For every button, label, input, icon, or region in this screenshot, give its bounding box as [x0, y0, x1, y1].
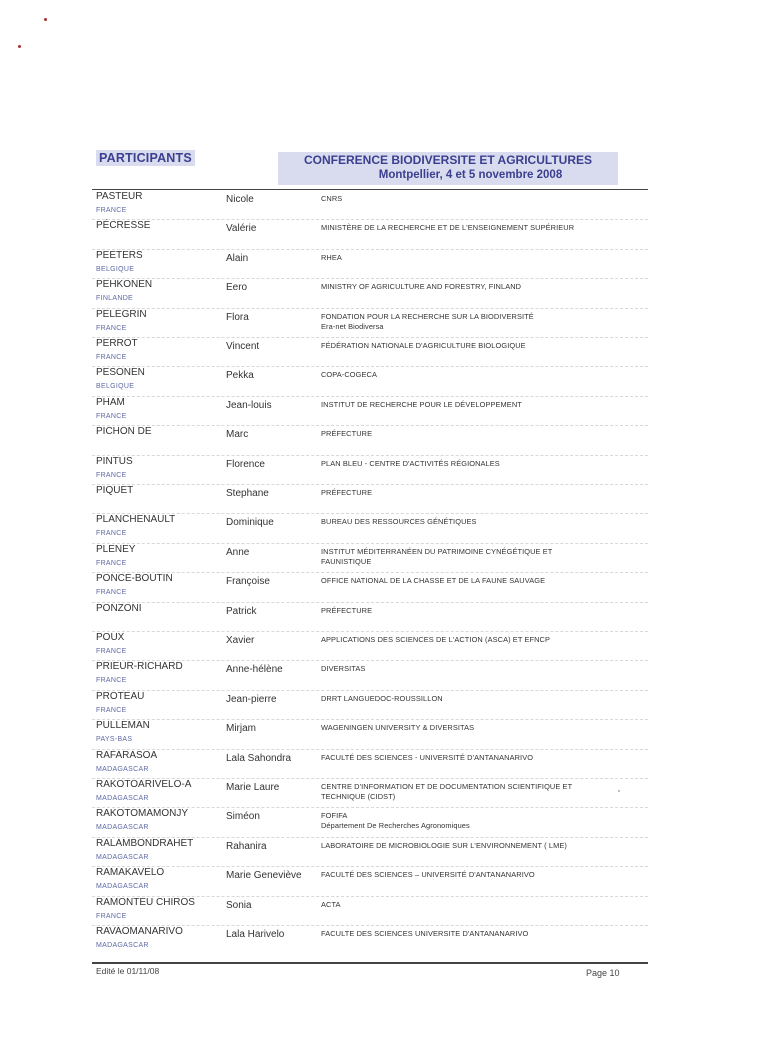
participant-last-name: PHAM — [96, 396, 125, 408]
organization-line-2: FAUNISTIQUE — [321, 556, 372, 566]
conference-title: CONFERENCE BIODIVERSITE ET AGRICULTURES — [303, 153, 593, 167]
participant-first-name: Nicole — [226, 194, 254, 205]
participant-organization — [321, 282, 611, 292]
organization-line: INSTITUT MÉDITERRANÉEN DU PATRIMOINE CYNÉGÉTIQUE ET — [321, 546, 553, 556]
participant-last-name: PONCE-BOUTIN — [96, 573, 173, 585]
participant-last-name: RAKOTOARIVELO-A — [96, 779, 192, 790]
scan-speck — [18, 45, 21, 48]
organization-line: INSTITUT DE RECHERCHE POUR LE DÉVELOPPEMENT — [321, 399, 522, 409]
participant-organization — [321, 900, 611, 910]
organization-line-2: TECHNIQUE (CIDST) — [321, 792, 396, 801]
participant-row — [0, 925, 765, 954]
participant-last-name: PRIEUR-RICHARD — [96, 661, 183, 673]
participant-first-name: Stephane — [226, 488, 269, 499]
participant-first-name: Jean-pierre — [226, 693, 277, 705]
participant-organization — [321, 547, 611, 567]
participant-first-name: Pekka — [226, 370, 254, 382]
participant-row — [0, 719, 765, 748]
footer-rule — [92, 962, 648, 964]
organization-line: DIVERSITAS — [321, 664, 366, 674]
participant-row — [0, 337, 765, 366]
row-separator — [92, 749, 648, 750]
participant-country: BELGIQUE — [96, 383, 135, 391]
organization-line: COPA-COGECA — [321, 370, 377, 380]
participant-country: FRANCE — [96, 354, 127, 361]
participant-row — [0, 219, 765, 248]
participant-last-name: RALAMBONDRAHET — [96, 837, 194, 849]
participant-row — [0, 631, 765, 660]
participant-country: FRANCE — [96, 706, 127, 714]
participant-organization — [321, 341, 611, 351]
participant-last-name: PICHON DE — [96, 426, 152, 438]
organization-line: CENTRE D'INFORMATION ET DE DOCUMENTATION SCIENTIFIQUE ET — [321, 782, 573, 791]
participant-country: FRANCE — [96, 648, 127, 655]
participant-last-name: PERROT — [96, 338, 138, 349]
participant-last-name: PROTEAU — [96, 690, 145, 702]
participant-organization — [321, 929, 611, 939]
participant-organization — [321, 253, 611, 263]
participant-organization — [321, 723, 611, 733]
participant-last-name: RAKOTOMAMONJY — [96, 808, 189, 820]
participant-organization — [321, 517, 611, 527]
participant-last-name: PLENEY — [96, 543, 136, 555]
participant-last-name: PULLEMAN — [96, 720, 150, 732]
participant-row — [0, 425, 765, 454]
organization-line: DRRT LANGUEDOC-ROUSSILLON — [321, 693, 443, 703]
participant-last-name: PIQUET — [96, 485, 134, 496]
organization-line: BUREAU DES RESSOURCES GÉNÉTIQUES — [321, 517, 477, 527]
organization-line: PRÉFECTURE — [321, 605, 373, 615]
participant-organization — [321, 753, 611, 763]
participant-row — [0, 896, 765, 925]
participant-row — [0, 866, 765, 895]
row-separator — [92, 219, 648, 220]
participant-country: MADAGASCAR — [96, 883, 149, 891]
participant-organization — [321, 694, 611, 704]
page-number: Page 10 — [586, 968, 620, 978]
row-separator — [92, 396, 648, 397]
participant-country: FINLANDE — [96, 295, 134, 303]
conference-subtitle: Montpellier, 4 et 5 novembre 2008 — [378, 169, 563, 181]
participant-organization — [321, 870, 611, 880]
participant-row — [0, 484, 765, 513]
participant-first-name: Lala Sahondra — [226, 752, 292, 764]
participant-row — [0, 396, 765, 425]
participant-row — [0, 749, 765, 778]
participant-last-name: RAVAOMANARIVO — [96, 926, 183, 937]
participant-row — [0, 837, 765, 866]
participants-heading: PARTICIPANTS — [96, 150, 195, 166]
participant-organization — [321, 223, 611, 233]
organization-line: OFFICE NATIONAL DE LA CHASSE ET DE LA FAUNE SAUVAGE — [321, 576, 546, 586]
participant-country: FRANCE — [96, 912, 127, 920]
participant-country: FRANCE — [96, 207, 127, 214]
participant-row — [0, 543, 765, 572]
participant-last-name: PÉCRESSE — [96, 220, 151, 232]
participant-country: FRANCE — [96, 324, 127, 332]
participant-first-name: Rahanira — [226, 840, 267, 852]
participant-organization — [321, 841, 611, 851]
organization-line: FACULTÉ DES SCIENCES – UNIVERSITÉ D'ANTANANARIVO — [321, 870, 535, 880]
participant-last-name: RAMAKAVELO — [96, 867, 165, 879]
edited-date: Edité le 01/11/08 — [96, 966, 160, 976]
participant-row — [0, 190, 765, 219]
organization-line-2: Era-net Biodiversa — [321, 321, 384, 331]
participant-first-name: Marie Geneviève — [226, 870, 302, 882]
participant-row — [0, 572, 765, 601]
participant-first-name: Dominique — [226, 517, 274, 529]
participant-country: MADAGASCAR — [96, 824, 149, 832]
participant-organization — [321, 459, 611, 469]
participant-first-name: Anne-hélène — [226, 664, 283, 676]
participant-row — [0, 366, 765, 395]
participant-last-name: PEHKONEN — [96, 279, 153, 291]
row-separator — [92, 513, 648, 514]
participant-last-name: PONZONI — [96, 602, 142, 614]
participant-country: FRANCE — [96, 589, 127, 597]
organization-line: PLAN BLEU - CENTRE D'ACTIVITÉS RÉGIONALES — [321, 458, 500, 468]
organization-line: PRÉFECTURE — [321, 429, 373, 439]
organization-line: LABORATOIRE DE MICROBIOLOGIE SUR L'ENVIRONNEMENT ( LME) — [321, 840, 567, 850]
row-separator — [92, 602, 648, 603]
participant-organization — [321, 488, 611, 498]
participant-first-name: Alain — [226, 252, 249, 264]
row-separator — [92, 366, 648, 367]
participant-organization — [321, 370, 611, 380]
participant-row — [0, 278, 765, 307]
row-separator — [92, 308, 648, 309]
organization-line: APPLICATIONS DES SCIENCES DE L'ACTION (ASCA) ET EFNCP — [321, 635, 551, 644]
participant-country: FRANCE — [96, 677, 127, 685]
organization-line: PRÉFECTURE — [321, 488, 373, 497]
participant-organization — [321, 400, 611, 410]
organization-line: FACULTE DES SCIENCES UNIVERSITE D'ANTANANARIVO — [321, 929, 529, 938]
participant-first-name: Jean-louis — [226, 399, 272, 411]
participant-organization — [321, 429, 611, 439]
participant-first-name: Marc — [226, 429, 249, 441]
participant-country: MADAGASCAR — [96, 942, 149, 949]
row-separator — [92, 690, 648, 691]
participant-last-name: RAFARASOA — [96, 749, 158, 761]
participant-first-name: Mirjam — [226, 723, 256, 735]
organization-line: FONDATION POUR LA RECHERCHE SUR LA BIODIVERSITÉ — [321, 311, 534, 321]
participant-country: MADAGASCAR — [96, 853, 149, 861]
organization-line: MINISTÈRE DE LA RECHERCHE ET DE L'ENSEIGNEMENT SUPÉRIEUR — [321, 223, 575, 233]
row-separator — [92, 631, 648, 632]
row-separator — [92, 719, 648, 720]
participant-first-name: Marie Laure — [226, 782, 280, 793]
participant-last-name: PLANCHENAULT — [96, 514, 176, 526]
organization-line: FOFIFA — [321, 811, 348, 821]
participant-organization — [321, 194, 611, 204]
participant-last-name: PESONEN — [96, 367, 145, 379]
participant-row — [0, 308, 765, 337]
participant-first-name: Flora — [226, 311, 249, 323]
organization-line: MINISTRY OF AGRICULTURE AND FORESTRY, FINLAND — [321, 282, 522, 292]
organization-line: WAGENINGEN UNIVERSITY & DIVERSITAS — [321, 723, 475, 733]
organization-line: CNRS — [321, 194, 343, 203]
participant-organization — [321, 312, 611, 332]
participant-organization — [321, 576, 611, 586]
participant-row — [0, 249, 765, 278]
participant-last-name: POUX — [96, 632, 125, 643]
participant-row — [0, 513, 765, 542]
participant-organization — [321, 811, 611, 831]
participant-country: MADAGASCAR — [96, 765, 149, 773]
organization-line: FACULTÉ DES SCIENCES - UNIVERSITÉ D'ANTANANARIVO — [321, 752, 534, 762]
participant-organization — [321, 782, 611, 802]
row-separator — [92, 337, 648, 338]
organization-line: RHEA — [321, 252, 342, 262]
participant-last-name: RAMONTEU CHIROS — [96, 896, 195, 908]
participant-first-name: Françoise — [226, 576, 270, 588]
participant-first-name: Siméon — [226, 811, 260, 823]
participant-row — [0, 778, 765, 807]
participant-first-name: Vincent — [226, 341, 260, 352]
row-separator — [92, 278, 648, 279]
participant-first-name: Anne — [226, 546, 250, 558]
participant-last-name: PEETERS — [96, 249, 143, 261]
participant-first-name: Sonia — [226, 899, 252, 911]
participant-row — [0, 660, 765, 689]
participant-organization — [321, 606, 611, 616]
row-separator — [92, 572, 648, 573]
organization-line: FÉDÉRATION NATIONALE D'AGRICULTURE BIOLOGIQUE — [321, 341, 526, 350]
participant-row — [0, 807, 765, 836]
participant-country: FRANCE — [96, 412, 127, 420]
participant-country: FRANCE — [96, 559, 127, 567]
participant-last-name: PASTEUR — [96, 191, 143, 202]
participant-last-name: PELEGRIN — [96, 308, 147, 320]
participant-first-name: Eero — [226, 282, 248, 294]
participant-organization — [321, 664, 611, 674]
participant-organization — [321, 635, 611, 645]
participant-country: FRANCE — [96, 530, 127, 538]
row-separator — [92, 484, 648, 485]
scan-speck — [44, 18, 47, 21]
row-separator — [92, 543, 648, 544]
participant-country: FRANCE — [96, 471, 127, 479]
participant-first-name: Xavier — [226, 635, 255, 646]
participant-row — [0, 690, 765, 719]
organization-line-2: Département De Recherches Agronomiques — [321, 821, 470, 831]
participant-country: PAYS-BAS — [96, 736, 133, 744]
participant-first-name: Florence — [226, 458, 265, 470]
row-separator — [92, 866, 648, 867]
participant-first-name: Lala Harivelo — [226, 929, 285, 940]
conference-banner — [278, 152, 618, 185]
row-separator — [92, 425, 648, 426]
row-separator — [92, 455, 648, 456]
participant-row — [0, 455, 765, 484]
participant-row — [0, 602, 765, 631]
row-separator — [92, 249, 648, 250]
participant-country: BELGIQUE — [96, 265, 135, 273]
participant-first-name: Patrick — [226, 605, 257, 617]
participant-first-name: Valérie — [226, 223, 257, 235]
participant-last-name: PINTUS — [96, 455, 133, 467]
organization-line: ACTA — [321, 899, 341, 909]
participant-country: MADAGASCAR — [96, 795, 149, 802]
